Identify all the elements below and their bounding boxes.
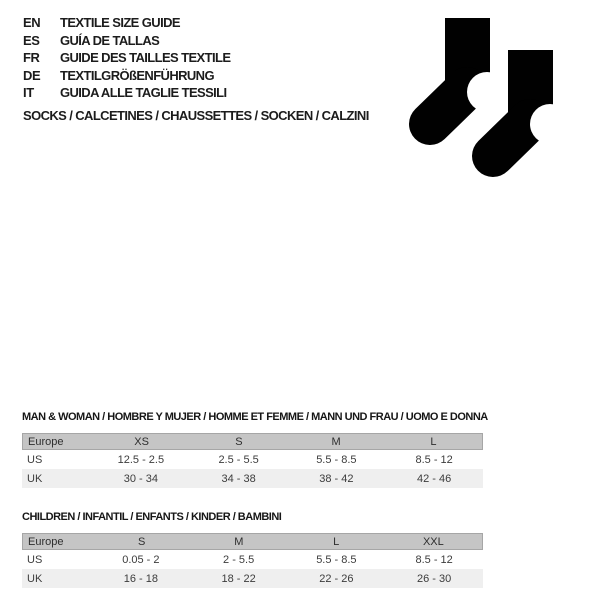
size-cell: 18 - 22: [221, 572, 256, 585]
socks-icon: [400, 12, 580, 184]
size-cell: 30 - 34: [123, 472, 158, 485]
column-header-xxl: XXL: [422, 535, 444, 548]
table-title-children: CHILDREN / INFANTIL / ENFANTS / KINDER / BAMBINI: [22, 511, 282, 523]
category-title: SOCKS / CALCETINES / CHAUSSETTES / SOCKEN / CALZINI: [23, 108, 369, 123]
language-list: [23, 14, 230, 102]
language-code-en: EN: [23, 15, 41, 31]
table-title-adult: MAN & WOMAN / HOMBRE Y MUJER / HOMME ET FEMME / MANN UND FRAU / UOMO E DONNA: [22, 411, 488, 423]
size-cell: 2 - 5.5: [223, 553, 255, 566]
size-cell: 16 - 18: [123, 572, 158, 585]
table-row-adult-uk: [22, 469, 483, 488]
size-cell: 5.5 - 8.5: [316, 453, 357, 466]
language-row-de: [23, 67, 230, 85]
column-header-l: L: [430, 435, 437, 448]
size-cell: 34 - 38: [221, 472, 256, 485]
column-header-m: M: [331, 435, 341, 448]
language-code-de: DE: [23, 67, 41, 83]
language-row-es: [23, 32, 230, 50]
row-label-us: US: [27, 453, 43, 466]
size-cell: 2.5 - 5.5: [218, 453, 259, 466]
sock-left: [430, 18, 507, 124]
column-header-s: S: [235, 435, 243, 448]
size-guide-table-children: [22, 510, 483, 588]
size-cell: 8.5 - 12: [415, 453, 453, 466]
language-label-en: TEXTILE SIZE GUIDE: [60, 15, 180, 31]
column-header-s: S: [137, 535, 146, 548]
size-guide-table-adult: [22, 410, 488, 488]
size-cell: 12.5 - 2.5: [117, 453, 165, 466]
language-label-it: GUIDA ALLE TAGLIE TESSILI: [60, 85, 227, 101]
table-row-children-us: [22, 550, 483, 569]
column-header-xs: XS: [134, 435, 149, 448]
language-code-fr: FR: [23, 50, 40, 66]
table-header-row-adult: [22, 433, 483, 450]
size-cell: 5.5 - 8.5: [316, 553, 357, 566]
size-cell: 0.05 - 2: [122, 553, 160, 566]
language-label-de: TEXTILGRÖßENFÜHRUNG: [60, 67, 214, 83]
row-label-uk: UK: [27, 572, 43, 585]
row-label-us: US: [27, 553, 43, 566]
size-cell: 42 - 46: [417, 472, 452, 485]
column-header-region: Europe: [28, 535, 64, 548]
language-row-it: [23, 84, 230, 102]
size-cell: 22 - 26: [319, 572, 354, 585]
sock-right: [493, 50, 570, 156]
language-label-es: GUÍA DE TALLAS: [60, 32, 160, 48]
size-cell: 8.5 - 12: [415, 553, 453, 566]
language-row-en: [23, 14, 230, 32]
table-header-row-children: [22, 533, 483, 550]
column-header-region: Europe: [28, 435, 64, 448]
size-cell: 38 - 42: [319, 472, 354, 485]
table-row-children-uk: [22, 569, 483, 588]
size-cell: 26 - 30: [417, 572, 452, 585]
column-header-l: L: [333, 535, 340, 548]
table-row-adult-us: [22, 450, 483, 469]
language-row-fr: [23, 49, 230, 67]
language-label-fr: GUIDE DES TAILLES TEXTILE: [60, 50, 231, 66]
language-code-es: ES: [23, 32, 40, 48]
language-code-it: IT: [23, 85, 34, 101]
row-label-uk: UK: [27, 472, 43, 485]
column-header-m: M: [234, 535, 244, 548]
